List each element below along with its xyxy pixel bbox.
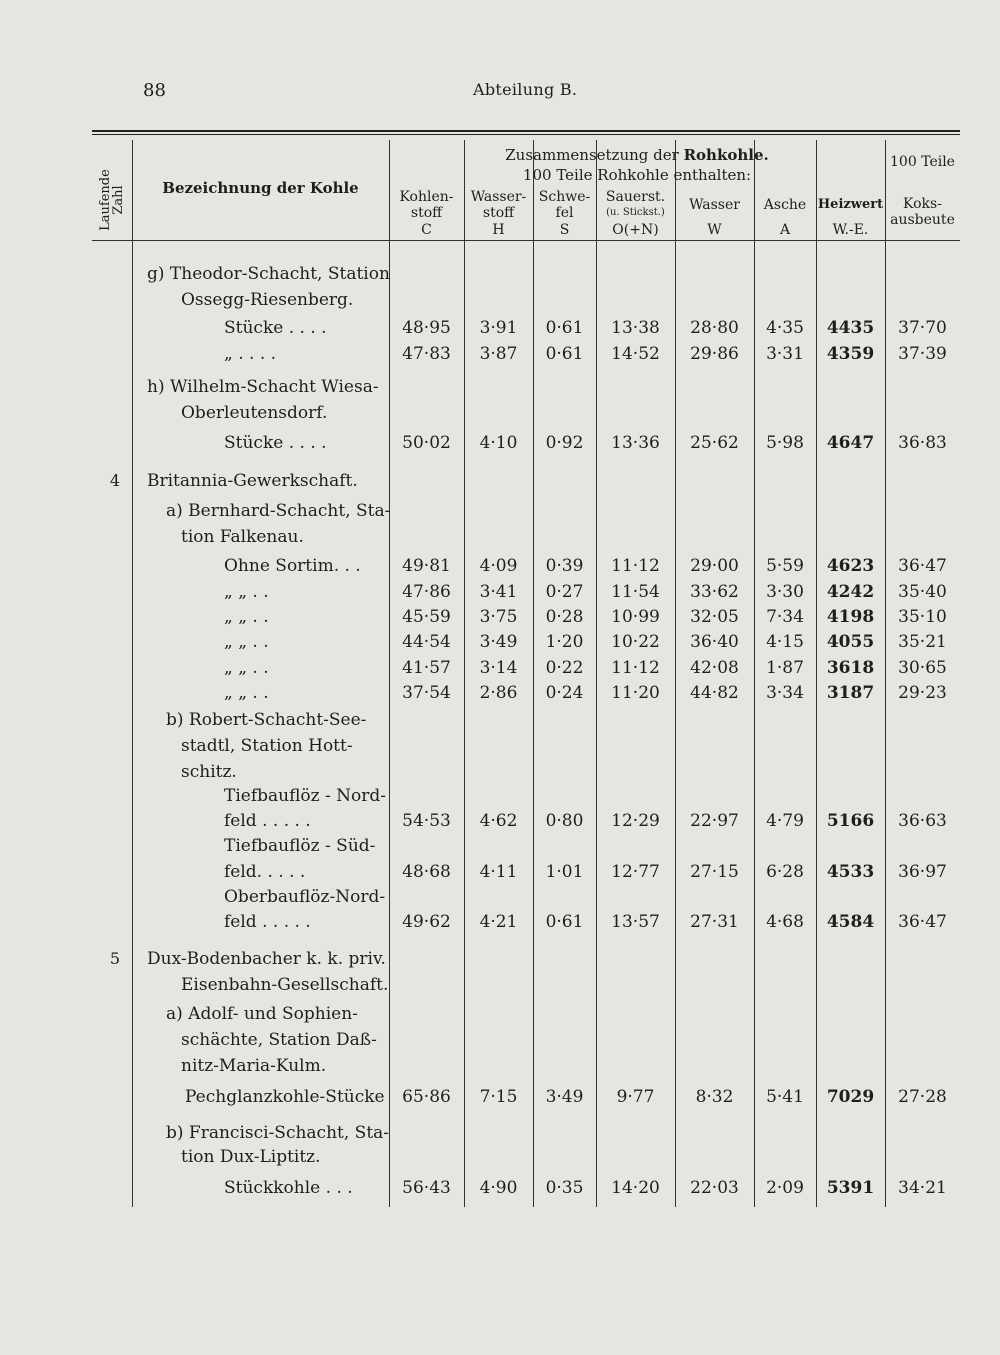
coal-description: Pechglanzkohle-Stücke — [185, 1087, 385, 1107]
value-cell: 35·40 — [898, 582, 947, 602]
value-cell: 45·59 — [402, 607, 451, 627]
coal-description: feld. . . . . — [224, 862, 306, 882]
value-cell: 5·41 — [766, 1087, 804, 1107]
col-header-4-line: Wasser — [689, 197, 740, 213]
bezeichnung-header: Bezeichnung der Kohle — [162, 179, 359, 197]
value-cell: 29·23 — [898, 683, 947, 703]
value-cell: 22·97 — [690, 811, 739, 831]
col-header-2-symbol: S — [559, 222, 570, 238]
col-header-5-symbol: A — [779, 222, 791, 238]
value-cell: 3·75 — [479, 607, 518, 627]
value-cell: 11·12 — [611, 556, 660, 576]
value-cell: 12·77 — [611, 862, 660, 882]
value-cell: 32·05 — [690, 607, 739, 627]
value-cell: 0·61 — [545, 912, 584, 932]
value-cell: 41·57 — [402, 658, 451, 678]
value-cell: 4·15 — [766, 632, 804, 652]
value-cell: 4·35 — [766, 318, 804, 338]
group-title: Zusammensetzung der Rohkohle. — [505, 146, 769, 164]
value-cell: 1·01 — [545, 862, 584, 882]
value-cell: 27·31 — [690, 912, 739, 932]
coal-description: tion Dux-Liptitz. — [181, 1147, 321, 1167]
coal-description: feld . . . . . — [224, 811, 311, 831]
coal-description: feld . . . . . — [224, 912, 311, 932]
coal-description: nitz-Maria-Kulm. — [181, 1056, 327, 1076]
value-cell: 3·49 — [479, 632, 518, 652]
value-cell: 44·82 — [690, 683, 739, 703]
page-number: 88 — [143, 80, 166, 101]
running-head: Abteilung B. — [473, 80, 578, 99]
value-cell: 5391 — [826, 1178, 875, 1198]
value-cell: 47·83 — [402, 344, 451, 364]
coal-description: Tiefbauflöz - Nord- — [224, 786, 387, 806]
coal-description: Stückkohle . . . — [224, 1178, 353, 1198]
value-cell: 4435 — [826, 318, 875, 338]
value-cell: 4647 — [826, 433, 875, 453]
coal-description: „ „ . . — [224, 632, 269, 652]
last-col-header-line: Koks- — [903, 196, 942, 212]
value-cell: 3187 — [826, 683, 875, 703]
col-header-2-line: fel — [555, 205, 574, 221]
value-cell: 3·31 — [766, 344, 804, 364]
coal-description: b) Robert-Schacht-See- — [166, 710, 367, 730]
value-cell: 37·70 — [898, 318, 947, 338]
value-cell: 37·54 — [402, 683, 451, 703]
value-cell: 0·27 — [545, 582, 584, 602]
value-cell: 30·65 — [898, 658, 947, 678]
coal-description: h) Wilhelm-Schacht Wiesa- — [147, 377, 379, 397]
value-cell: 12·29 — [611, 811, 660, 831]
coal-description: schitz. — [181, 762, 237, 782]
coal-description: Oberleutensdorf. — [181, 403, 328, 423]
value-cell: 50·02 — [402, 433, 451, 453]
value-cell: 44·54 — [402, 632, 451, 652]
coal-description: schächte, Station Daß- — [181, 1030, 377, 1050]
value-cell: 34·21 — [898, 1178, 947, 1198]
coal-description: a) Bernhard-Schacht, Sta- — [166, 501, 391, 521]
coal-description: b) Francisci-Schacht, Sta- — [166, 1123, 390, 1143]
coal-description: Stücke . . . . — [224, 433, 327, 453]
value-cell: 3·30 — [766, 582, 804, 602]
last-col-header-line: ausbeute — [890, 212, 955, 228]
top-rule-thin — [92, 134, 960, 135]
col-header-6-line: Heizwert — [817, 197, 884, 212]
value-cell: 29·00 — [690, 556, 739, 576]
value-cell: 0·39 — [545, 556, 584, 576]
value-cell: 4055 — [826, 632, 875, 652]
value-cell: 0·35 — [545, 1178, 584, 1198]
value-cell: 3·41 — [479, 582, 518, 602]
value-cell: 3·14 — [479, 658, 518, 678]
value-cell: 11·20 — [611, 683, 660, 703]
value-cell: 10·99 — [611, 607, 660, 627]
group-subtitle: 100 Teile Rohkohle enthalten: — [522, 166, 752, 184]
value-cell: 2·09 — [766, 1178, 804, 1198]
value-cell: 36·47 — [898, 912, 947, 932]
value-cell: 4·21 — [479, 912, 518, 932]
value-cell: 36·47 — [898, 556, 947, 576]
value-cell: 3·91 — [479, 318, 518, 338]
value-cell: 1·20 — [545, 632, 584, 652]
value-cell: 7·15 — [479, 1087, 518, 1107]
value-cell: 4533 — [826, 862, 875, 882]
value-cell: 0·28 — [545, 607, 584, 627]
value-cell: 4·68 — [766, 912, 804, 932]
value-cell: 9·77 — [616, 1087, 655, 1107]
value-cell: 11·12 — [611, 658, 660, 678]
value-cell: 8·32 — [695, 1087, 734, 1107]
value-cell: 35·21 — [898, 632, 947, 652]
value-cell: 10·22 — [611, 632, 660, 652]
value-cell: 3·49 — [545, 1087, 584, 1107]
value-cell: 5166 — [826, 811, 875, 831]
coal-description: Stücke . . . . — [224, 318, 327, 338]
value-cell: 13·57 — [611, 912, 660, 932]
coal-description: tion Falkenau. — [181, 527, 304, 547]
value-cell: 4·62 — [479, 811, 518, 831]
value-cell: 37·39 — [898, 344, 947, 364]
value-cell: 5·98 — [766, 433, 804, 453]
coal-description: a) Adolf- und Sophien- — [166, 1004, 358, 1024]
value-cell: 49·81 — [402, 556, 451, 576]
coal-description: Britannia-Gewerkschaft. — [147, 471, 358, 491]
value-cell: 47·86 — [402, 582, 451, 602]
value-cell: 3·87 — [479, 344, 518, 364]
col-header-1-line: stoff — [482, 205, 515, 221]
col-header-6-symbol: W.-E. — [832, 222, 869, 238]
value-cell: 28·80 — [690, 318, 739, 338]
value-cell: 48·95 — [402, 318, 451, 338]
value-cell: 4623 — [826, 556, 875, 576]
value-cell: 49·62 — [402, 912, 451, 932]
coal-description: Ohne Sortim. . . — [224, 556, 361, 576]
value-cell: 27·15 — [690, 862, 739, 882]
value-cell: 25·62 — [690, 433, 739, 453]
value-cell: 35·10 — [898, 607, 947, 627]
coal-description: „ . . . . — [224, 344, 277, 364]
value-cell: 3618 — [826, 658, 875, 678]
col-header-4-symbol: W — [707, 222, 722, 238]
laufende-zahl-header — [94, 160, 130, 240]
value-cell: 1·87 — [766, 658, 804, 678]
value-cell: 4584 — [826, 912, 875, 932]
column-divider — [132, 140, 133, 1207]
col-header-0-line: stoff — [410, 205, 443, 221]
value-cell: 29·86 — [690, 344, 739, 364]
value-cell: 7·34 — [766, 607, 804, 627]
value-cell: 13·36 — [611, 433, 660, 453]
value-cell: 13·38 — [611, 318, 660, 338]
col-header-1-symbol: H — [492, 222, 505, 238]
laufende-zahl: 5 — [109, 949, 121, 968]
value-cell: 6·28 — [766, 862, 804, 882]
col-header-0-line: Kohlen- — [399, 189, 454, 205]
laufende-zahl-text: Laufende Zahl — [98, 169, 126, 231]
coal-description: stadtl, Station Hott- — [181, 736, 353, 756]
col-header-0-symbol: C — [421, 222, 432, 238]
value-cell: 33·62 — [690, 582, 739, 602]
value-cell: 65·86 — [402, 1087, 451, 1107]
value-cell: 36·63 — [898, 811, 947, 831]
col-header-5-line: Asche — [763, 197, 807, 213]
coal-description: „ „ . . — [224, 582, 269, 602]
value-cell: 14·52 — [611, 344, 660, 364]
value-cell: 54·53 — [402, 811, 451, 831]
value-cell: 0·92 — [545, 433, 584, 453]
value-cell: 4·10 — [479, 433, 518, 453]
col-header-1-line: Wasser- — [470, 189, 527, 205]
value-cell: 0·24 — [545, 683, 584, 703]
value-cell: 4·90 — [479, 1178, 518, 1198]
value-cell: 7029 — [826, 1087, 875, 1107]
value-cell: 22·03 — [690, 1178, 739, 1198]
value-cell: 4242 — [826, 582, 875, 602]
laufende-zahl: 4 — [109, 471, 121, 490]
coal-description: Tiefbauflöz - Süd- — [224, 836, 376, 856]
top-rule-thick — [92, 130, 960, 132]
value-cell: 27·28 — [898, 1087, 947, 1107]
value-cell: 4198 — [826, 607, 875, 627]
coal-description: Oberbauflöz-Nord- — [224, 887, 386, 907]
coal-description: g) Theodor-Schacht, Station — [147, 264, 390, 284]
col-header-2-line: Schwe- — [538, 189, 591, 205]
header-bottom-rule — [92, 240, 960, 241]
coal-description: „ „ . . — [224, 658, 269, 678]
value-cell: 0·22 — [545, 658, 584, 678]
col-header-3-symbol: O(+N) — [612, 222, 659, 238]
value-cell: 0·80 — [545, 811, 584, 831]
value-cell: 4359 — [826, 344, 875, 364]
value-cell: 5·59 — [766, 556, 804, 576]
value-cell: 36·40 — [690, 632, 739, 652]
coal-description: Dux-Bodenbacher k. k. priv. — [147, 949, 386, 969]
value-cell: 11·54 — [611, 582, 660, 602]
value-cell: 36·97 — [898, 862, 947, 882]
coal-description: Eisenbahn-Gesellschaft. — [181, 975, 389, 995]
value-cell: 4·09 — [479, 556, 518, 576]
col-header-3-line: Sauerst. — [605, 189, 666, 205]
value-cell: 2·86 — [479, 683, 518, 703]
coal-description: „ „ . . — [224, 607, 269, 627]
value-cell: 36·83 — [898, 433, 947, 453]
value-cell: 42·08 — [690, 658, 739, 678]
value-cell: 4·79 — [766, 811, 804, 831]
value-cell: 0·61 — [545, 318, 584, 338]
last-col-top: 100 Teile — [890, 154, 955, 170]
group-title-bold: Rohkohle. — [683, 146, 769, 164]
value-cell: 56·43 — [402, 1178, 451, 1198]
value-cell: 48·68 — [402, 862, 451, 882]
value-cell: 4·11 — [479, 862, 518, 882]
coal-description: „ „ . . — [224, 683, 269, 703]
value-cell: 0·61 — [545, 344, 584, 364]
coal-description: Ossegg-Riesenberg. — [181, 290, 354, 310]
value-cell: 3·34 — [766, 683, 804, 703]
value-cell: 14·20 — [611, 1178, 660, 1198]
col-header-3-line: (u. Stickst.) — [606, 207, 665, 218]
